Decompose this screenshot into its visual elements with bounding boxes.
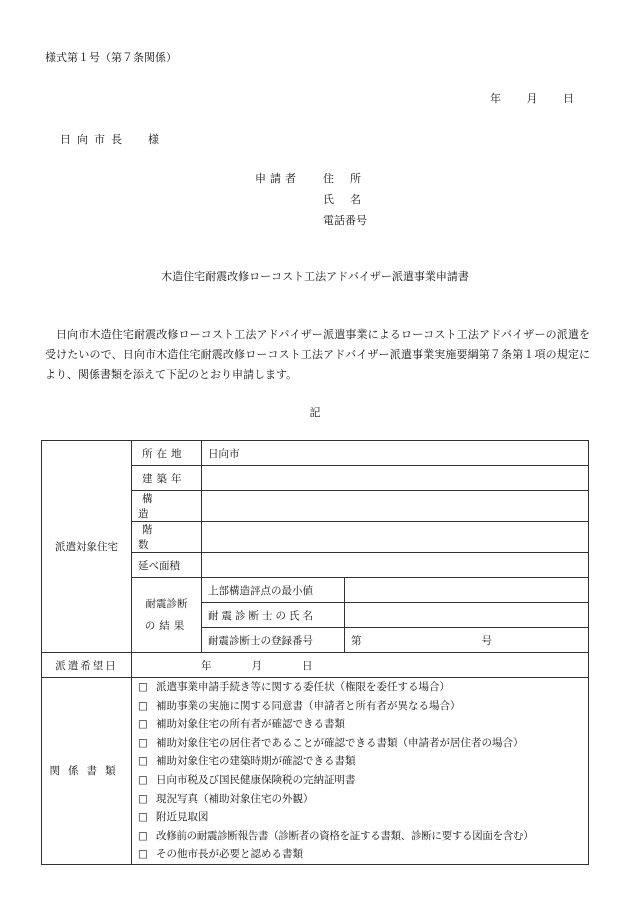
related-docs-label: 関係書類: [42, 678, 132, 865]
reg-prefix: 第: [351, 634, 362, 647]
desired-year: 年: [201, 659, 212, 672]
floors-value[interactable]: [202, 522, 589, 553]
doc-item: □ その他市長が必要と認める書類: [138, 845, 582, 864]
desired-day: 日: [302, 659, 313, 672]
date-year: 年: [490, 92, 501, 105]
checkbox[interactable]: □: [138, 848, 148, 861]
diagnoser-name-label: 耐震診断士の氏名: [202, 603, 345, 628]
application-statement: 日向市木造住宅耐震改修ローコスト工法アドバイザー派遣事業によるローコスト工法アドバイザーの派遣を受けたいので、日向市木造住宅耐震改修ローコスト工法アドバイザー派遣事業実施要綱第７条第１項の規定により、関係書類を添えて下記のとおり申請します。: [45, 328, 590, 381]
checkbox[interactable]: □: [138, 718, 148, 731]
structure-value[interactable]: [202, 491, 589, 522]
date-day: 日: [563, 92, 574, 105]
ki-heading: 記: [309, 406, 321, 419]
doc-item: □ 派遣事業申請手続き等に関する委任状（権限を委任する場合）: [138, 678, 582, 697]
checkbox[interactable]: □: [138, 829, 148, 842]
checkbox[interactable]: □: [138, 811, 148, 824]
doc-item: □ 補助対象住宅の建築時期が確認できる書類: [138, 752, 582, 771]
addressee: [60, 131, 159, 147]
floor-area-label: 延べ面積: [132, 553, 202, 578]
checkbox[interactable]: □: [138, 681, 148, 693]
doc-item: □ 日向市税及び国民健康保険税の完納証明書: [138, 771, 582, 790]
form-number: 様式第１号（第７条関係）: [45, 51, 177, 64]
document-title: 木造住宅耐震改修ローコスト工法アドバイザー派遣事業申請書: [161, 270, 469, 283]
name-label: 氏名: [323, 193, 377, 206]
submission-date: [490, 90, 574, 106]
checkbox[interactable]: □: [138, 773, 148, 786]
location-label: 所在地: [132, 441, 202, 466]
doc-item: □ 補助対象住宅の居住者であることが確認できる書類（申請者が居住者の場合）: [138, 734, 582, 753]
desired-month: 月: [251, 659, 262, 672]
diagnosis-result-label: 耐震診断 の結果: [132, 578, 202, 653]
phone-label: 電話番号: [323, 214, 367, 227]
applicant-block: [255, 168, 383, 231]
diagnoser-reg-value[interactable]: [345, 628, 589, 653]
applicant-label: 申請者: [255, 172, 300, 185]
desired-date-value[interactable]: [132, 653, 589, 678]
desired-date-label: 派遣希望日: [42, 653, 132, 678]
checkbox[interactable]: □: [138, 792, 148, 805]
built-year-label: 建築年: [132, 466, 202, 491]
addressee-name: 日向市長: [60, 133, 128, 146]
built-year-value[interactable]: [202, 466, 589, 491]
checkbox[interactable]: □: [138, 755, 148, 768]
doc-item: □ 補助事業の実施に関する同意書（申請者と所有者が異なる場合）: [138, 697, 582, 716]
diagnoser-reg-label: 耐震診断士の登録番号: [202, 628, 345, 653]
checkbox[interactable]: □: [138, 736, 148, 749]
related-docs-list: [132, 678, 589, 865]
address-label: 住所: [323, 172, 377, 185]
min-score-label: 上部構造評点の最小値: [202, 578, 345, 603]
doc-item: □ 改修前の耐震診断報告書（診断者の資格を証する書類、診断に要する図面を含む）: [138, 827, 582, 846]
checkbox[interactable]: □: [138, 699, 148, 712]
target-house-label: 派遣対象住宅: [42, 441, 132, 653]
doc-item: □ 補助対象住宅の所有者が確認できる書類: [138, 715, 582, 734]
floor-area-value[interactable]: [202, 553, 589, 578]
location-value[interactable]: 日向市: [202, 441, 589, 466]
doc-item: □ 現況写真（補助対象住宅の外観）: [138, 790, 582, 809]
structure-label: 構造: [132, 491, 202, 522]
reg-suffix: 号: [481, 634, 492, 647]
doc-item: □ 附近見取図: [138, 808, 582, 827]
date-month: 月: [526, 92, 538, 105]
floors-label: 階数: [132, 522, 202, 553]
application-table: [41, 440, 589, 865]
diagnoser-name-value[interactable]: [345, 603, 589, 628]
min-score-value[interactable]: [345, 578, 589, 603]
addressee-honorific: 様: [148, 133, 159, 146]
